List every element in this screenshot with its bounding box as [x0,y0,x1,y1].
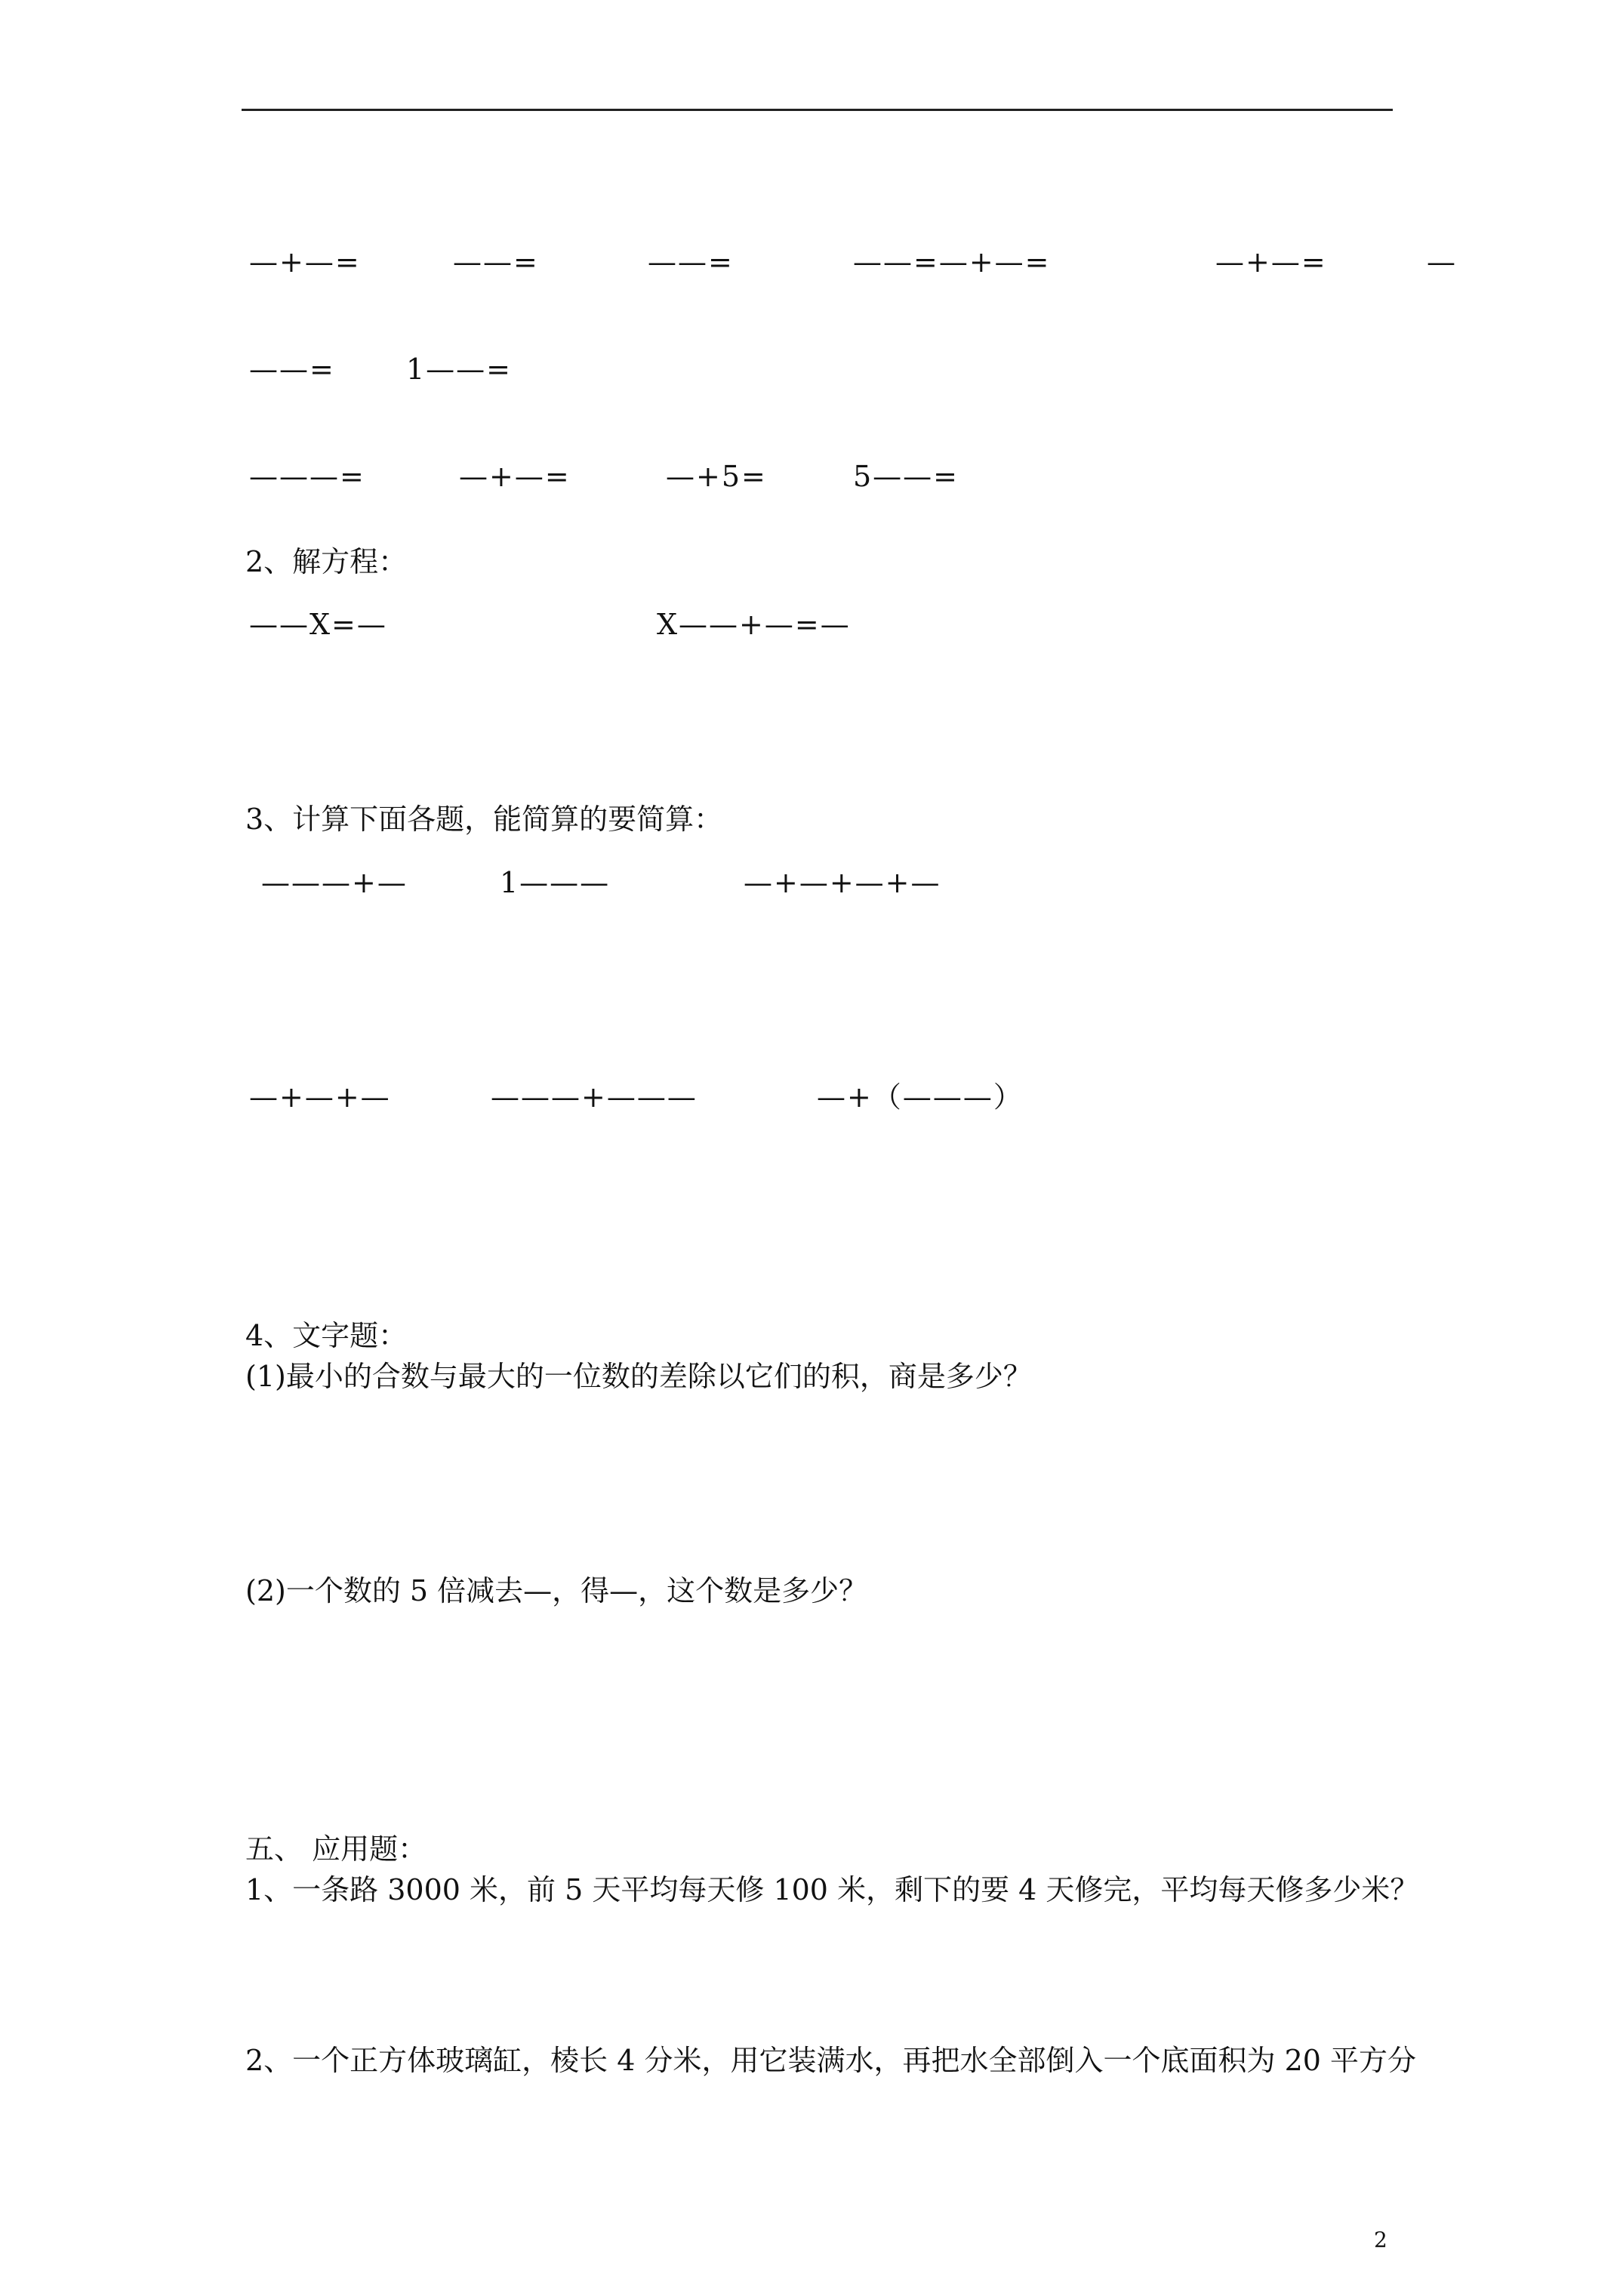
expr-1-1: —+—= [249,245,361,279]
equation-2: X——+—=— [657,608,851,641]
section-4-heading: 4、文字题： [245,1319,408,1352]
expr-3-1: ———= [249,460,365,493]
expr-3-3: —+5= [666,460,767,493]
expr-1-5: —+—= [1215,245,1327,279]
word-problem-1: (1)最小的合数与最大的一位数的差除以它们的积，商是多少？ [245,1360,1032,1393]
calc-1-1: ———+— [261,866,408,899]
page-number: 2 [1374,2227,1387,2252]
expr-2-1: ——= [249,353,335,386]
equation-1: ——X=— [249,608,387,641]
expr-1-2: ——= [453,245,539,279]
calc-2-1: —+—+— [249,1080,391,1114]
expr-1-6: — [1427,245,1457,279]
section-2-heading: 2、解方程： [245,545,408,578]
header-rule [242,109,1393,111]
application-problem-1: 1、一条路 3000 米，前 5 天平均每天修 100 米，剩下的要 4 天修完，平均每天修多少米？ [245,1873,1419,1906]
section-5-heading: 五、 应用题： [245,1832,427,1866]
calc-2-3: —+（———） [817,1080,1024,1114]
application-problem-2: 2、一个正方体玻璃缸，棱长 4 分米，用它装满水，再把水全部倒入一个底面积为 20 平方分 [245,2044,1417,2077]
section-3-heading: 3、计算下面各题，能简算的要简算： [245,803,723,836]
expr-3-2: —+—= [459,460,571,493]
calc-2-2: ———+——— [491,1080,698,1114]
calc-1-3: —+—+—+— [744,866,941,899]
expr-2-2: 1——= [406,353,513,386]
word-problem-2: (2)一个数的 5 倍减去—，得—，这个数是多少？ [245,1574,868,1607]
calc-1-2: 1——— [500,866,611,899]
expr-1-3: ——= [648,245,734,279]
expr-1-4: ——=—+—= [853,245,1051,279]
expr-3-4: 5——= [853,460,959,493]
